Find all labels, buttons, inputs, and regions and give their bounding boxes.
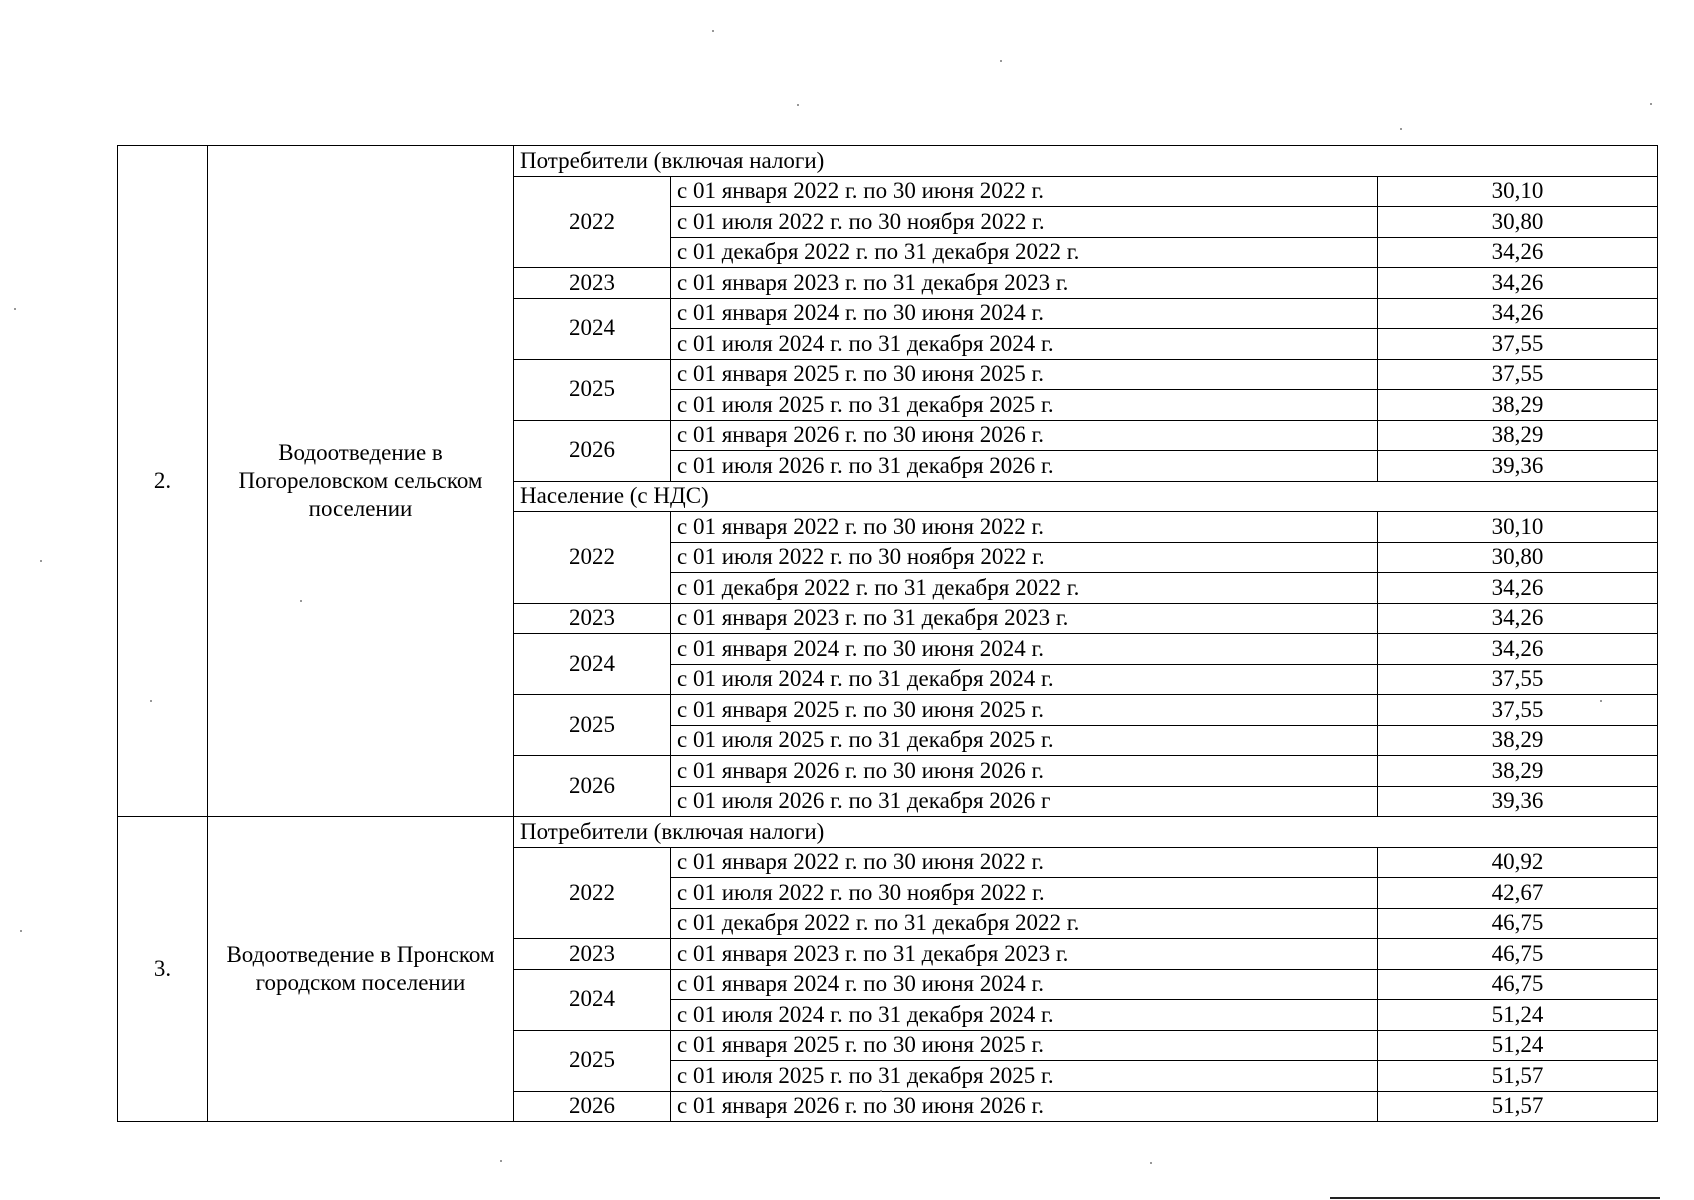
consumer-group-title: Население (с НДС) bbox=[514, 481, 1658, 512]
tariff-value-cell: 34,26 bbox=[1378, 298, 1658, 329]
consumer-group-title: Потребители (включая налоги) bbox=[514, 817, 1658, 848]
year-cell: 2025 bbox=[514, 359, 671, 420]
period-cell: с 01 июля 2025 г. по 31 декабря 2025 г. bbox=[671, 725, 1378, 756]
scan-speck bbox=[1150, 1162, 1152, 1164]
tariff-value-cell: 34,26 bbox=[1378, 573, 1658, 604]
period-cell: с 01 января 2023 г. по 31 декабря 2023 г. bbox=[671, 939, 1378, 970]
period-cell: с 01 декабря 2022 г. по 31 декабря 2022 г. bbox=[671, 573, 1378, 604]
scan-speck bbox=[1600, 700, 1602, 702]
scan-speck bbox=[712, 30, 714, 32]
tariff-value-cell: 40,92 bbox=[1378, 847, 1658, 878]
year-cell: 2022 bbox=[514, 512, 671, 604]
tariff-table bbox=[117, 145, 1658, 1122]
tariff-value-cell: 38,29 bbox=[1378, 390, 1658, 421]
tariff-value-cell: 46,75 bbox=[1378, 969, 1658, 1000]
year-cell: 2022 bbox=[514, 176, 671, 268]
period-cell: с 01 декабря 2022 г. по 31 декабря 2022 г. bbox=[671, 237, 1378, 268]
tariff-value-cell: 30,10 bbox=[1378, 176, 1658, 207]
year-cell: 2023 bbox=[514, 268, 671, 299]
period-cell: с 01 января 2022 г. по 30 июня 2022 г. bbox=[671, 176, 1378, 207]
year-cell: 2026 bbox=[514, 1091, 671, 1122]
scan-speck bbox=[880, 1090, 882, 1092]
tariff-value-cell: 30,80 bbox=[1378, 207, 1658, 238]
period-cell: с 01 июля 2026 г. по 31 декабря 2026 г bbox=[671, 786, 1378, 817]
document-page bbox=[117, 145, 1657, 1122]
tariff-value-cell: 37,55 bbox=[1378, 664, 1658, 695]
section-number: 2. bbox=[118, 146, 208, 817]
period-cell: с 01 июля 2022 г. по 30 ноября 2022 г. bbox=[671, 207, 1378, 238]
period-cell: с 01 июля 2025 г. по 31 декабря 2025 г. bbox=[671, 390, 1378, 421]
period-cell: с 01 января 2026 г. по 30 июня 2026 г. bbox=[671, 1091, 1378, 1122]
scan-speck bbox=[14, 308, 16, 310]
period-cell: с 01 июля 2024 г. по 31 декабря 2024 г. bbox=[671, 664, 1378, 695]
tariff-value-cell: 51,24 bbox=[1378, 1000, 1658, 1031]
period-cell: с 01 января 2025 г. по 30 июня 2025 г. bbox=[671, 359, 1378, 390]
tariff-value-cell: 38,29 bbox=[1378, 725, 1658, 756]
year-cell: 2024 bbox=[514, 634, 671, 695]
period-cell: с 01 июля 2025 г. по 31 декабря 2025 г. bbox=[671, 1061, 1378, 1092]
tariff-value-cell: 39,36 bbox=[1378, 786, 1658, 817]
scan-speck bbox=[500, 1160, 502, 1162]
page-edge-line bbox=[1330, 1197, 1660, 1199]
period-cell: с 01 июля 2024 г. по 31 декабря 2024 г. bbox=[671, 1000, 1378, 1031]
year-cell: 2024 bbox=[514, 298, 671, 359]
tariff-value-cell: 37,55 bbox=[1378, 695, 1658, 726]
year-cell: 2023 bbox=[514, 939, 671, 970]
consumer-group-title: Потребители (включая налоги) bbox=[514, 146, 1658, 177]
tariff-value-cell: 51,24 bbox=[1378, 1030, 1658, 1061]
period-cell: с 01 января 2025 г. по 30 июня 2025 г. bbox=[671, 695, 1378, 726]
period-cell: с 01 января 2025 г. по 30 июня 2025 г. bbox=[671, 1030, 1378, 1061]
period-cell: с 01 января 2024 г. по 30 июня 2024 г. bbox=[671, 969, 1378, 1000]
scan-speck bbox=[797, 104, 799, 106]
tariff-value-cell: 46,75 bbox=[1378, 908, 1658, 939]
tariff-table-body bbox=[118, 146, 1658, 1122]
period-cell: с 01 июля 2022 г. по 30 ноября 2022 г. bbox=[671, 542, 1378, 573]
year-cell: 2025 bbox=[514, 695, 671, 756]
period-cell: с 01 января 2023 г. по 31 декабря 2023 г. bbox=[671, 268, 1378, 299]
section-service-name: Водоотведение в Погореловском сельском поселении bbox=[208, 146, 514, 817]
tariff-value-cell: 42,67 bbox=[1378, 878, 1658, 909]
year-cell: 2024 bbox=[514, 969, 671, 1030]
period-cell: с 01 января 2024 г. по 30 июня 2024 г. bbox=[671, 634, 1378, 665]
scan-speck bbox=[20, 930, 22, 932]
period-cell: с 01 января 2024 г. по 30 июня 2024 г. bbox=[671, 298, 1378, 329]
year-cell: 2023 bbox=[514, 603, 671, 634]
year-cell: 2022 bbox=[514, 847, 671, 939]
period-cell: с 01 января 2022 г. по 30 июня 2022 г. bbox=[671, 512, 1378, 543]
period-cell: с 01 января 2022 г. по 30 июня 2022 г. bbox=[671, 847, 1378, 878]
tariff-value-cell: 51,57 bbox=[1378, 1091, 1658, 1122]
tariff-value-cell: 39,36 bbox=[1378, 451, 1658, 482]
period-cell: с 01 июля 2024 г. по 31 декабря 2024 г. bbox=[671, 329, 1378, 360]
group-header-row bbox=[118, 146, 1658, 177]
tariff-value-cell: 37,55 bbox=[1378, 359, 1658, 390]
period-cell: с 01 июля 2022 г. по 30 ноября 2022 г. bbox=[671, 878, 1378, 909]
year-cell: 2026 bbox=[514, 420, 671, 481]
period-cell: с 01 июля 2026 г. по 31 декабря 2026 г. bbox=[671, 451, 1378, 482]
tariff-value-cell: 38,29 bbox=[1378, 420, 1658, 451]
scan-speck bbox=[1400, 128, 1402, 130]
tariff-value-cell: 34,26 bbox=[1378, 634, 1658, 665]
year-cell: 2026 bbox=[514, 756, 671, 817]
scan-speck bbox=[300, 600, 302, 602]
section-service-name: Водоотведение в Пронском городском поселении bbox=[208, 817, 514, 1122]
tariff-value-cell: 46,75 bbox=[1378, 939, 1658, 970]
period-cell: с 01 января 2023 г. по 31 декабря 2023 г. bbox=[671, 603, 1378, 634]
scan-speck bbox=[1650, 103, 1652, 105]
tariff-value-cell: 38,29 bbox=[1378, 756, 1658, 787]
period-cell: с 01 декабря 2022 г. по 31 декабря 2022 г. bbox=[671, 908, 1378, 939]
tariff-value-cell: 30,80 bbox=[1378, 542, 1658, 573]
tariff-value-cell: 34,26 bbox=[1378, 268, 1658, 299]
tariff-value-cell: 30,10 bbox=[1378, 512, 1658, 543]
tariff-value-cell: 34,26 bbox=[1378, 237, 1658, 268]
scan-speck bbox=[1000, 60, 1002, 62]
period-cell: с 01 января 2026 г. по 30 июня 2026 г. bbox=[671, 420, 1378, 451]
section-number: 3. bbox=[118, 817, 208, 1122]
tariff-value-cell: 37,55 bbox=[1378, 329, 1658, 360]
scan-speck bbox=[150, 700, 152, 702]
period-cell: с 01 января 2026 г. по 30 июня 2026 г. bbox=[671, 756, 1378, 787]
scan-speck bbox=[40, 560, 42, 562]
group-header-row bbox=[118, 817, 1658, 848]
tariff-value-cell: 34,26 bbox=[1378, 603, 1658, 634]
year-cell: 2025 bbox=[514, 1030, 671, 1091]
tariff-value-cell: 51,57 bbox=[1378, 1061, 1658, 1092]
